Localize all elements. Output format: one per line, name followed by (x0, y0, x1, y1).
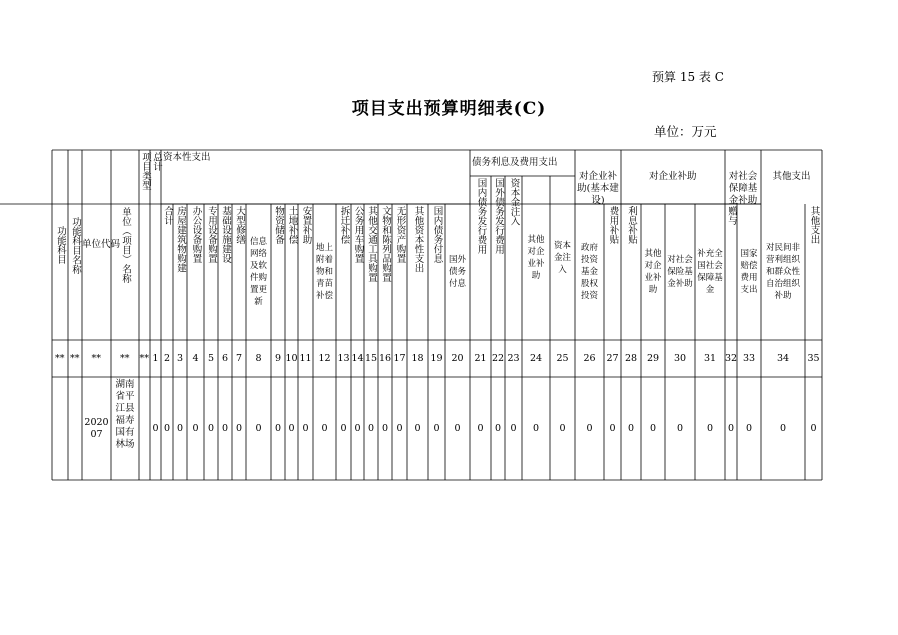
row-value: 0 (396, 422, 403, 434)
header-c13: 公务用车购置 (352, 206, 364, 263)
row-value: 0 (164, 422, 171, 434)
index-cell: 31 (704, 352, 717, 364)
header-c28: 其他对企业补助 (644, 249, 662, 295)
header-c4: 专用设备购置 (206, 206, 217, 263)
header-total: 总计 (151, 152, 162, 171)
index-cell: 16 (379, 352, 392, 364)
row-value: 0 (302, 422, 309, 434)
header-c10: 安置补助 (300, 206, 312, 244)
header-func-subject-name: 功能科目名称 (70, 216, 81, 274)
header-c17: 其他资本性支出 (412, 206, 424, 273)
header-c9: 土地补偿 (286, 206, 298, 244)
index-cell: 18 (411, 352, 424, 364)
index-cell: 20 (451, 352, 464, 364)
group-social: 对社会保障基金补助 (728, 171, 758, 206)
form-code: 预算 15 表 C (652, 70, 724, 84)
index-cell: 22 (492, 352, 505, 364)
index-cell: 5 (208, 352, 215, 364)
index-cell: 4 (192, 352, 199, 364)
header-c26: 费用补贴 (607, 206, 619, 244)
header-c5: 基础设施建设 (220, 206, 231, 263)
index-cell: 34 (777, 352, 790, 364)
header-c3: 办公设备购置 (190, 206, 202, 263)
row-value: 0 (192, 422, 199, 434)
header-c29: 对社会保险基金补助 (667, 255, 693, 289)
row-value: 0 (368, 422, 375, 434)
index-cell: 28 (625, 352, 638, 364)
group-other: 其他支出 (772, 171, 811, 182)
index-cell: 27 (606, 352, 619, 364)
index-cell: 13 (337, 352, 350, 364)
index-cell: 32 (725, 352, 738, 364)
header-c25: 政府投资基金股权投资 (580, 243, 598, 301)
row-value: 0 (746, 422, 753, 434)
header-project-type: 项目类型 (140, 152, 151, 190)
row-value: 0 (650, 422, 657, 434)
row-value: 0 (275, 422, 282, 434)
row-value: 0 (236, 422, 243, 434)
row-value: 0 (559, 422, 566, 434)
index-cell: ** (55, 352, 65, 364)
row-value: 0 (208, 422, 215, 434)
header-c18: 国内债务付息 (431, 206, 443, 263)
index-cell: 29 (647, 352, 660, 364)
row-value: 0 (354, 422, 361, 434)
header-c14: 其他交通工具购置 (366, 206, 377, 282)
index-cell: 9 (275, 352, 282, 364)
header-c22: 资本金注入 (508, 178, 520, 226)
index-cell: 26 (583, 352, 596, 364)
header-c21: 国外债务发行费用 (493, 178, 504, 254)
index-cell: 35 (807, 352, 820, 364)
unit-label: 单位：万元 (654, 124, 717, 139)
header-c32: 国家赔偿费用支出 (740, 249, 758, 295)
row-value: 0 (510, 422, 517, 434)
header-c20: 国内债务发行费用 (475, 178, 487, 254)
index-cell: 19 (430, 352, 443, 364)
row-value: 0 (414, 422, 421, 434)
header-c6: 大型修缮 (234, 206, 245, 244)
header-c31: 赠与 (726, 206, 737, 225)
header-unit-code: 单位代码 (82, 239, 121, 250)
row-value: 0 (586, 422, 593, 434)
group-enterprise: 对企业补助 (649, 171, 697, 182)
header-c7: 信息网络及软件购置更新 (249, 237, 267, 307)
index-cell: 21 (474, 352, 487, 364)
index-cell: 3 (177, 352, 184, 364)
row-value: 0 (728, 422, 735, 434)
row-unit-name: 湖南省平江县福寿国有林场 (115, 379, 135, 450)
index-cell: 2 (164, 352, 171, 364)
header-c34: 其他支出 (808, 206, 820, 244)
index-cell: ** (120, 352, 130, 364)
row-value: 0 (288, 422, 295, 434)
group-enterprise-capital: 对企业补助(基本建设) (577, 171, 619, 206)
index-cell: 17 (393, 352, 406, 364)
index-cell: 33 (743, 352, 756, 364)
header-c16: 无形资产购置 (394, 206, 406, 263)
index-cell: 8 (255, 352, 262, 364)
header-c23: 其他对企业补助 (527, 235, 545, 281)
row-value: 0 (433, 422, 440, 434)
row-value: 0 (177, 422, 184, 434)
header-unit-name: 单位（项目）名称 (120, 207, 131, 283)
row-value: 0 (628, 422, 635, 434)
row-unit-code: 202007 (84, 416, 109, 440)
row-value: 0 (810, 422, 817, 434)
header-c8: 物资储备 (273, 206, 284, 244)
header-c19: 国外债务付息 (448, 255, 466, 289)
index-cell: 6 (222, 352, 229, 364)
row-value: 0 (255, 422, 262, 434)
index-cell: ** (91, 352, 101, 364)
header-c2: 房屋建筑物购建 (175, 206, 186, 273)
header-c12: 拆迁补偿 (338, 206, 350, 244)
header-c33: 对民间非营利组织和群众性自治组织补助 (765, 243, 800, 301)
index-cell: 14 (351, 352, 364, 364)
index-cell: ** (139, 352, 149, 364)
header-c11: 地上附着物和青苗补偿 (315, 243, 333, 301)
header-c27: 利息补贴 (626, 206, 637, 244)
row-value: 0 (533, 422, 540, 434)
index-cell: ** (70, 352, 80, 364)
row-value: 0 (340, 422, 347, 434)
header-c30: 补充全国社会保障基金 (697, 249, 723, 295)
row-value: 0 (677, 422, 684, 434)
index-cell: 10 (285, 352, 298, 364)
row-value: 0 (609, 422, 616, 434)
header-c15: 文物和陈列品购置 (380, 206, 391, 282)
header-c24: 资本金注入 (553, 241, 571, 275)
index-cell: 11 (299, 352, 312, 364)
row-value: 0 (222, 422, 229, 434)
group-debt: 债务利息及费用支出 (472, 157, 558, 168)
index-cell: 24 (530, 352, 543, 364)
index-cell: 1 (152, 352, 159, 364)
page-title: 项目支出预算明细表(C) (351, 99, 547, 119)
row-value: 0 (707, 422, 714, 434)
index-cell: 30 (674, 352, 687, 364)
index-cell: 12 (318, 352, 331, 364)
row-value: 0 (382, 422, 389, 434)
index-cell: 25 (556, 352, 569, 364)
row-value: 0 (454, 422, 461, 434)
row-value: 0 (152, 422, 159, 434)
group-capital: 资本性支出 (163, 152, 211, 163)
row-value: 0 (495, 422, 502, 434)
row-value: 0 (321, 422, 328, 434)
header-func-subject: 功能科目 (55, 226, 66, 264)
header-c1: 合计 (162, 206, 173, 225)
row-value: 0 (780, 422, 787, 434)
row-value: 0 (477, 422, 484, 434)
index-cell: 15 (365, 352, 378, 364)
index-cell: 7 (236, 352, 243, 364)
index-cell: 23 (507, 352, 520, 364)
